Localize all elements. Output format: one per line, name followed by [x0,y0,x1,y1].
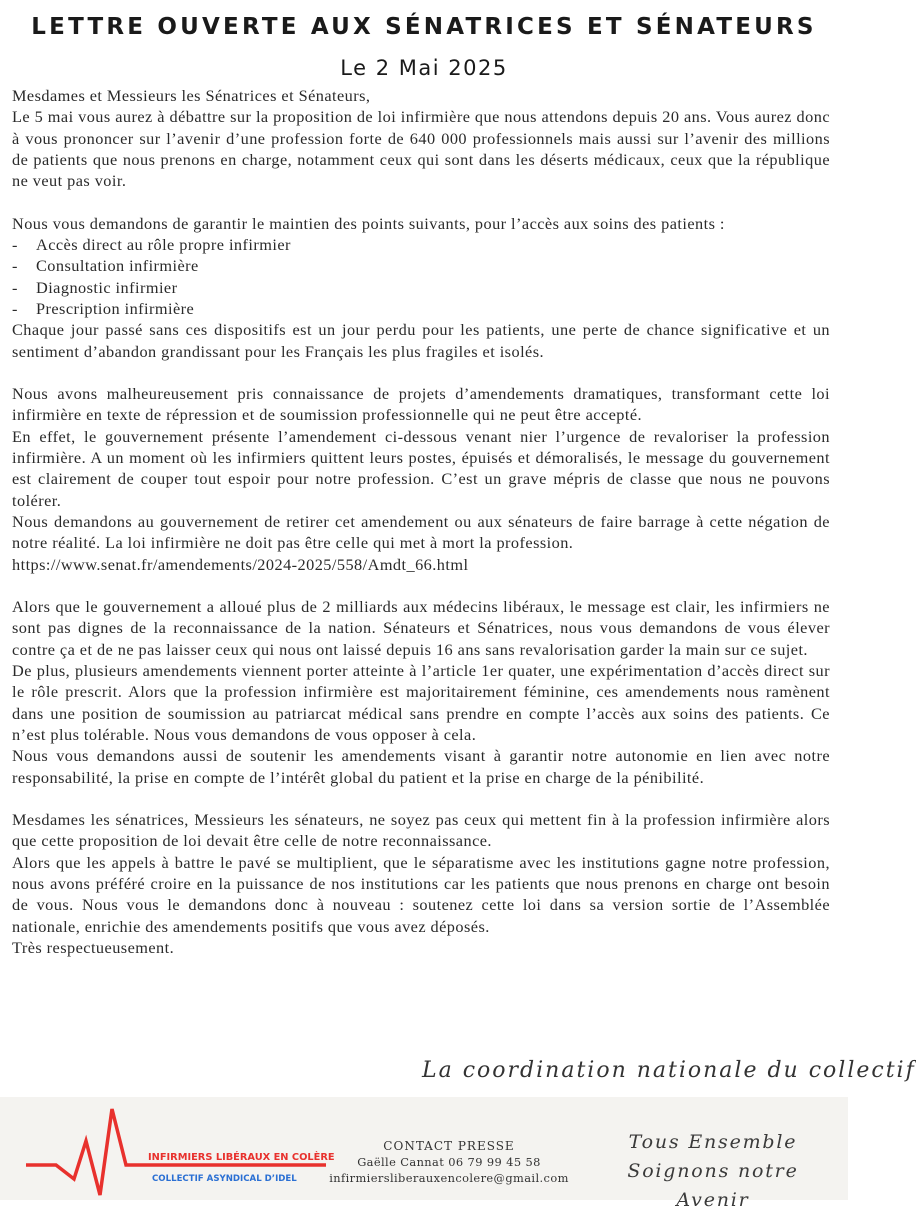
list-item-text: Accès direct au rôle propre infirmier [36,235,291,255]
list-item-text: Diagnostic infirmier [36,277,178,297]
signature: La coordination nationale du collectif [422,1058,916,1083]
list-item [12,234,830,255]
logo-title: INFIRMIERS LIBÉRAUX EN COLÈRE [148,1152,335,1163]
paragraph: Nous avons malheureusement pris connaissance de projets d’amendements dramatiques, transformant cette loi infirmière en texte de répression et de soumission professionnelle qui ne peut être accepté. [12,384,830,425]
paragraph-gap [12,788,830,809]
slogan [588,1128,838,1215]
paragraph: Chaque jour passé sans ces dispositifs est un jour perdu pour les patients, une perte de chance significative et un sentiment d’abandon grandissant pour les Français les plus fragiles et isolés. [12,320,830,361]
dash-bullet: - [12,235,18,255]
contact-title: CONTACT PRESSE [383,1139,515,1153]
demands-list [12,234,830,319]
slogan-line: Soignons notre Avenir [627,1160,799,1211]
paragraph: Mesdames les sénatrices, Messieurs les sénateurs, ne soyez pas ceux qui mettent fin à la profession infirmière alors que cette proposition de loi devait être celle de notre reconnaissance. [12,810,830,851]
amendment-link[interactable]: https://www.senat.fr/amendements/2024-2025/558/Amdt_66.html [12,554,469,574]
list-item [12,298,830,319]
contact-email[interactable]: infirmiersliberauxencolere@gmail.com [329,1171,569,1185]
paragraph-gap [12,362,830,383]
dash-bullet: - [12,256,18,276]
paragraph-gap [12,575,830,596]
press-contact [320,1138,578,1186]
list-item-text: Consultation infirmière [36,256,199,276]
logo-subtitle: COLLECTIF ASYNDICAL D’IDEL [152,1174,297,1184]
letter-title: LETTRE OUVERTE AUX SÉNATRICES ET SÉNATEURS [31,14,817,40]
collective-logo [26,1101,335,1197]
contact-name-phone: Gaëlle Cannat 06 79 99 45 58 [357,1155,541,1169]
list-item-text: Prescription infirmière [36,298,195,318]
footer [0,1097,848,1211]
paragraph: De plus, plusieurs amendements viennent porter atteinte à l’article 1er quater, une expérimentation d’accès direct sur le rôle prescrit. Alors que la profession infirmière est majoritairement féminine, ces amendements nous ramènent dans une position de soumission au patriarcat médical sans prendre en compte l’accès aux soins des patients. Ce n’est plus tolérable. Nous vous demandons de vous opposer à cela. [12,661,830,744]
closing: Très respectueusement. [12,937,175,957]
dash-bullet: - [12,277,18,297]
slogan-line: Tous Ensemble [628,1131,798,1153]
letter-date: Le 2 Mai 2025 [340,56,508,80]
letter-body [12,85,830,958]
list-item [12,255,830,276]
paragraph-gap [12,191,830,212]
dash-bullet: - [12,298,18,318]
paragraph: Alors que les appels à battre le pavé se multiplient, que le séparatisme avec les institutions gagne notre profession, nous avons préféré croire en la puissance de nos institutions car les patients que nous prenons en charge ont besoin de vous. Nous vous le demandons donc à nouveau : soutenez cette loi dans sa version sortie de l’Assemblée nationale, enrichie des amendements positifs que vous avez déposés. [12,852,830,936]
salutation: Mesdames et Messieurs les Sénatrices et Sénateurs, [12,86,371,105]
list-item [12,277,830,298]
paragraph: Alors que le gouvernement a alloué plus de 2 milliards aux médecins libéraux, le message est clair, les infirmiers ne sont pas dignes de la reconnaissance de la nation. Sénateurs et Sénatrices, nous vous demandons de vous élever contre ça et de ne pas laisser ceux qui nous ont laissé depuis 16 ans sans revalorisation garder la main sur ce sujet. [12,597,830,659]
paragraph: En effet, le gouvernement présente l’amendement ci-dessous venant nier l’urgence de revaloriser la profession infirmière. A un moment où les infirmiers quittent leurs postes, épuisés et démoralisés, le message du gouvernement est clairement de couper tout espoir pour notre profession. C’est un grave mépris de classe que nous ne pouvons tolérer. [12,426,830,510]
paragraph: Nous demandons au gouvernement de retirer cet amendement ou aux sénateurs de faire barrage à cette négation de notre réalité. La loi infirmière ne doit pas être celle qui met à mort la profession. [12,511,830,553]
paragraph: Nous vous demandons de garantir le maintien des points suivants, pour l’accès aux soins des patients : [12,213,725,233]
paragraph: Le 5 mai vous aurez à débattre sur la proposition de loi infirmière que nous attendons depuis 20 ans. Vous aurez donc à vous prononcer sur l’avenir d’une profession forte de 640 000 professionnels mais aussi sur l’avenir des millions de patients que nous prenons en charge, notamment ceux qui sont dans les déserts médicaux, ceux que la république ne veut pas voir. [12,107,830,191]
paragraph: Nous vous demandons aussi de soutenir les amendements visant à garantir notre autonomie en lien avec notre responsabilité, la prise en compte de l’intérêt global du patient et la prise en charge de la pénibilité. [12,746,830,787]
